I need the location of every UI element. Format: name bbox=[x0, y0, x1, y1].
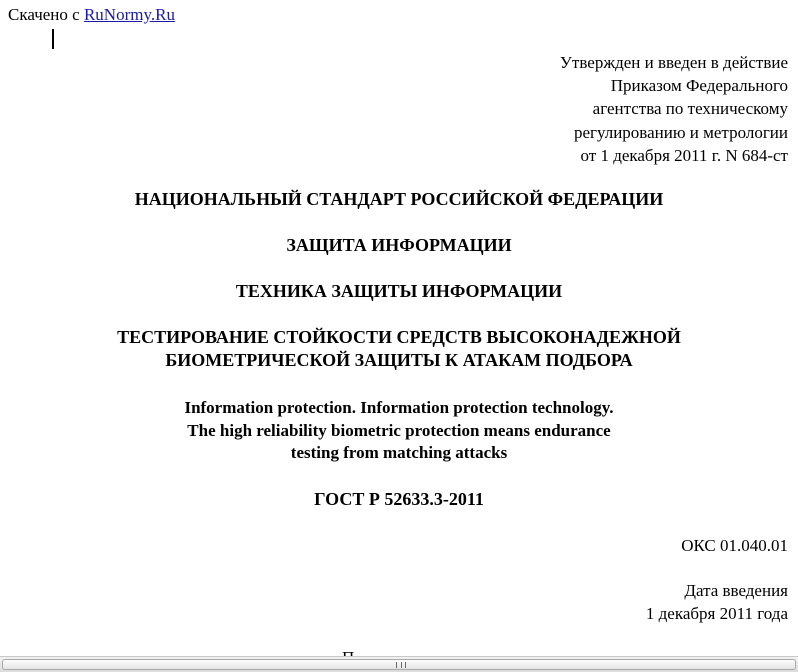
source-prefix: Скачено с bbox=[8, 5, 84, 24]
subject-heading: ЗАЩИТА ИНФОРМАЦИИ bbox=[286, 235, 512, 255]
document-title bbox=[0, 326, 798, 372]
gost-number: ГОСТ Р 52633.3-2011 bbox=[314, 489, 484, 509]
intro-date-value: 1 декабря 2011 года bbox=[645, 604, 788, 623]
source-line bbox=[8, 5, 175, 25]
approval-line: агентства по техническому bbox=[592, 99, 788, 119]
english-title-line: testing from matching attacks bbox=[290, 443, 508, 462]
approval-block bbox=[560, 51, 788, 167]
title-line: БИОМЕТРИЧЕСКОЙ ЗАЩИТЫ К АТАКАМ ПОДБОРА bbox=[165, 350, 633, 370]
approval-line: Приказом Федерального bbox=[610, 76, 788, 96]
english-title-line: Information protection. Information protection technology. bbox=[184, 398, 614, 417]
horizontal-scrollbar[interactable] bbox=[0, 656, 798, 672]
scrollbar-thumb[interactable] bbox=[2, 659, 796, 670]
english-title-line: The high reliability biometric protection means endurance bbox=[187, 420, 611, 440]
intro-date-block bbox=[646, 579, 788, 625]
text-cursor bbox=[52, 29, 54, 49]
approval-line: Утвержден и введен в действие bbox=[559, 53, 788, 72]
intro-date-label: Дата введения bbox=[684, 581, 788, 600]
runormy-link[interactable]: RuNormy.Ru bbox=[83, 5, 175, 24]
approval-line: регулированию и метрологии bbox=[573, 122, 788, 142]
english-title bbox=[0, 397, 798, 465]
standard-heading: НАЦИОНАЛЬНЫЙ СТАНДАРТ РОССИЙСКОЙ ФЕДЕРАЦИИ bbox=[134, 189, 664, 209]
approval-line: от 1 декабря 2011 г. N 684-ст bbox=[580, 145, 788, 165]
subsection-heading: ТЕХНИКА ЗАЩИТЫ ИНФОРМАЦИИ bbox=[235, 281, 563, 301]
title-line: ТЕСТИРОВАНИЕ СТОЙКОСТИ СРЕДСТВ ВЫСОКОНАДЕЖНОЙ bbox=[117, 327, 681, 347]
grip-icon bbox=[396, 662, 406, 668]
oks-code: ОКС 01.040.01 bbox=[681, 536, 788, 555]
